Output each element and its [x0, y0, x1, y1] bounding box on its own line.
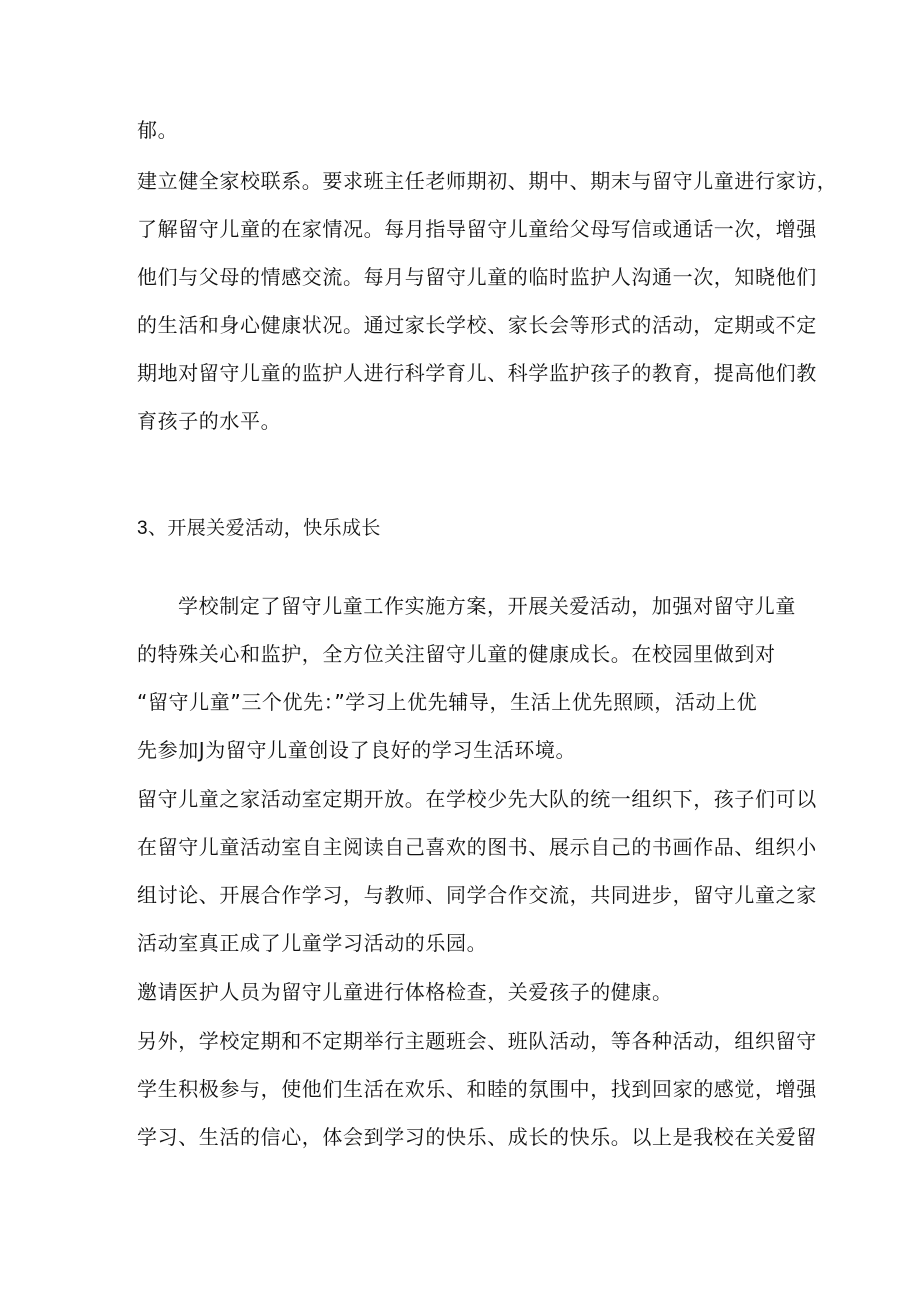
text-line: 活动室真正成了儿童学习活动的乐园。 [137, 931, 488, 955]
text-line: 邀请医护人员为留守儿童进行体格检查，关爱孩子的健康。 [137, 980, 673, 1004]
text-line: 另外，学校定期和不定期举行主题班会、班队活动，等各种活动，组织留守 [137, 1029, 817, 1053]
text-line: 在留守儿童活动室自主阅读自己喜欢的图书、展示自己的书画作品、组织小 [137, 835, 817, 859]
text-line: 学校制定了留守儿童工作实施方案，开展关爱活动，加强对留守儿童 [178, 594, 796, 618]
text-line: 建立健全家校联系。要求班主任老师期初、期中、期末与留守儿童进行家访， [137, 169, 838, 193]
text-line: 学生积极参与，使他们生活在欢乐、和睦的氛围中，找到回家的感觉，增强 [137, 1077, 817, 1101]
text-line: 他们与父母的情感交流。每月与留守儿童的临时监护人沟通一次，知晓他们 [137, 265, 817, 289]
text-line: 了解留守儿童的在家情况。每月指导留守儿童给父母写信或通话一次，增强 [137, 217, 817, 241]
text-line: “留守儿童”三个优先：”学习上优先辅导，生活上优先照顾，活动上优 [137, 690, 758, 714]
text-line: 学习、生活的信心，体会到学习的快乐、成长的快乐。以上是我校在关爱留 [137, 1125, 817, 1149]
text-line: 期地对留守儿童的监护人进行科学育儿、科学监护孩子的教育，提高他们教 [137, 361, 817, 385]
text-line: 组讨论、开展合作学习，与教师、同学合作交流，共同进步，留守儿童之家 [137, 883, 817, 907]
text-line: 的特殊关心和监护，全方位关注留守儿童的健康成长。在校园里做到对 [137, 642, 776, 666]
text-line: 先参加J为留守儿童创设了良好的学习生活环境。 [137, 738, 577, 762]
text-line: 留守儿童之家活动室定期开放。在学校少先大队的统一组织下，孩子们可以 [137, 787, 817, 811]
text-line: 育孩子的水平。 [137, 409, 282, 433]
text-line: 的生活和身心健康状况。通过家长学校、家长会等形式的活动，定期或不定 [137, 313, 817, 337]
text-line: 郁。 [137, 118, 179, 142]
section-heading: 3、开展关爱活动，快乐成长 [137, 518, 381, 539]
